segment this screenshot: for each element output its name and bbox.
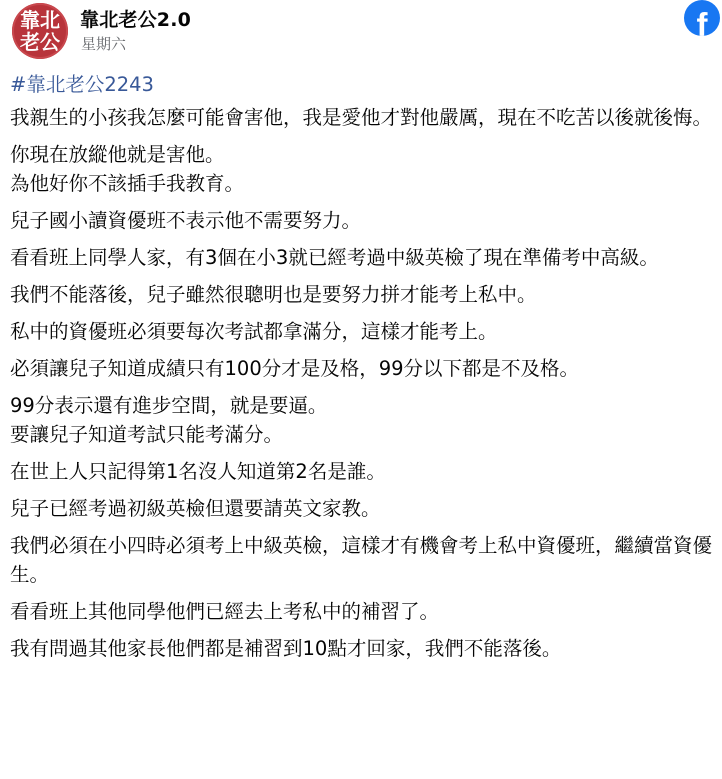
paragraph-line: 看看班上其他同學他們已經去上考私中的補習了。 (10, 600, 440, 623)
paragraph-line: 我們不能落後，兒子雖然很聰明也是要努力拼才能考上私中。 (10, 283, 537, 306)
avatar-text-line: 老公 (20, 30, 60, 54)
paragraph-line: 我親生的小孩我怎麼可能會害他，我是愛他才對他嚴厲，現在不吃苦以後就後悔。 (10, 106, 713, 129)
facebook-icon: f (684, 0, 720, 36)
paragraph-line: 我們必須在小四時必須考上中級英檢，這樣才有機會考上私中資優班，繼續當資優生。 (10, 534, 713, 586)
paragraph-line: 私中的資優班必須要每次考試都拿滿分，這樣才能考上。 (10, 320, 498, 343)
paragraph-line: 你現在放縱他就是害他。 (10, 143, 225, 166)
paragraph-line: 99分表示還有進步空間，就是要逼。 (10, 394, 328, 417)
paragraph-line: 要讓兒子知道考試只能考滿分。 (10, 423, 284, 446)
paragraph-line: 兒子已經考過初級英檢但還要請英文家教。 (10, 497, 381, 520)
post-header (0, 0, 722, 62)
paragraph-line: 必須讓兒子知道成績只有100分才是及格，99分以下都是不及格。 (10, 357, 580, 380)
post-body (10, 103, 716, 663)
paragraph-line: 看看班上同學人家，有3個在小3就已經考過中級英檢了現在準備考中高級。 (10, 246, 659, 269)
avatar-text-line: 靠北 (20, 8, 60, 32)
post-paragraph (10, 206, 716, 235)
paragraph-line: 我有問過其他家長他們都是補習到10點才回家，我們不能落後。 (10, 637, 562, 660)
post-paragraph (10, 531, 716, 589)
paragraph-line: 在世上人只記得第1名沒人知道第2名是誰。 (10, 460, 386, 483)
post-paragraph (10, 634, 716, 663)
post-paragraph (10, 354, 716, 383)
post-paragraph (10, 317, 716, 346)
paragraph-line: 為他好你不該插手我教育。 (10, 172, 245, 195)
page-name-link[interactable]: 靠北老公2.0 (80, 9, 192, 31)
page-avatar[interactable] (12, 3, 68, 59)
post-paragraph (10, 280, 716, 309)
post-paragraph (10, 103, 716, 132)
post-content (10, 70, 716, 671)
post-paragraph (10, 494, 716, 523)
post-paragraph (10, 457, 716, 486)
post-paragraph (10, 243, 716, 272)
post-paragraph (10, 391, 716, 449)
post-timestamp[interactable]: 星期六 (81, 35, 127, 53)
paragraph-line: 兒子國小讀資優班不表示他不需要努力。 (10, 209, 362, 232)
post-paragraph (10, 140, 716, 198)
post-paragraph (10, 597, 716, 626)
hashtag-link[interactable]: #靠北老公2243 (10, 73, 154, 96)
